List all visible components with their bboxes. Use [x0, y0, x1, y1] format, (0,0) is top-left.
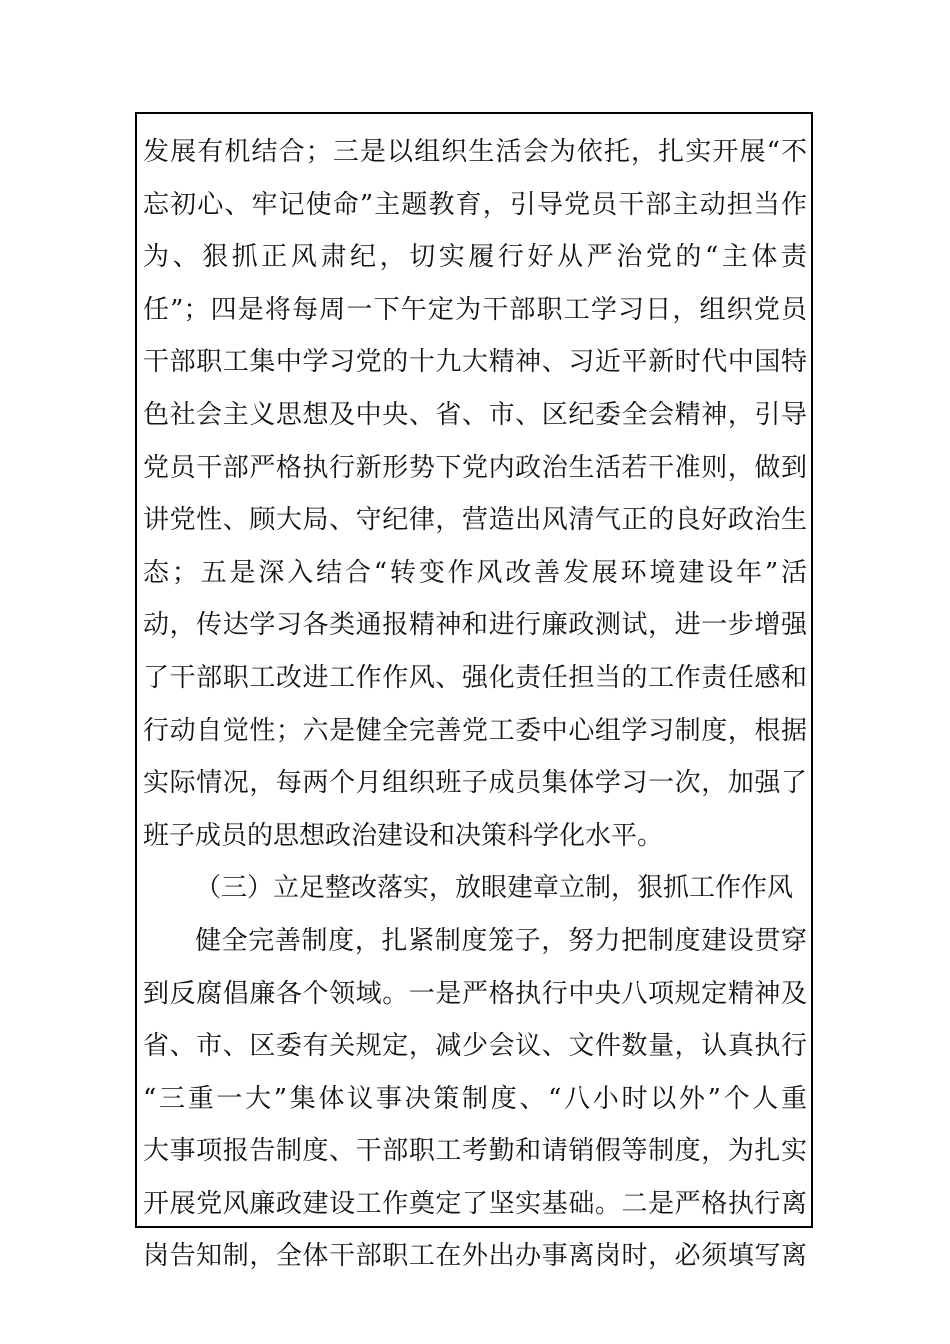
text-line: 行动自觉性；六是健全完善党工委中心组学习制度，根据 — [143, 715, 807, 746]
text-line: 动，传达学习各类通报精神和进行廉政测试，进一步增强 — [143, 610, 807, 641]
text-line: 了干部职工改进工作作风、强化责任担当的工作责任感和 — [143, 662, 807, 693]
text-line: 忘初心、牢记使命”主题教育，引导党员干部主动担当作 — [143, 189, 807, 220]
text-line: 干部职工集中学习党的十九大精神、习近平新时代中国特 — [143, 347, 807, 378]
text-line: 态；五是深入结合“转变作风改善发展环境建设年”活 — [143, 557, 807, 588]
document-body — [143, 126, 807, 1283]
text-line: 发展有机结合；三是以组织生活会为依托，扎实开展“不 — [143, 137, 807, 167]
text-line: 班子成员的思想政治建设和决策科学化水平。 — [143, 820, 664, 851]
text-line: 岗告知制，全体干部职工在外出办事离岗时，必须填写离 — [143, 1241, 807, 1272]
text-line: 到反腐倡廉各个领域。一是严格执行中央八项规定精神及 — [143, 978, 807, 1009]
text-line: 为、狠抓正风肃纪，切实履行好从严治党的“主体责 — [143, 242, 807, 273]
text-line: 健全完善制度，扎紧制度笼子，努力把制度建设贯穿 — [195, 925, 807, 956]
text-line: 省、市、区委有关规定，减少会议、文件数量，认真执行 — [143, 1031, 807, 1062]
text-line: 讲党性、顾大局、守纪律，营造出风清气正的良好政治生 — [143, 505, 807, 536]
text-line: 任”；四是将每周一下午定为干部职工学习日，组织党员 — [143, 294, 807, 325]
text-line: 党员干部严格执行新形势下党内政治生活若干准则，做到 — [143, 452, 807, 483]
text-line: 色社会主义思想及中央、省、市、区纪委全会精神，引导 — [143, 399, 807, 430]
text-line: 开展党风廉政建设工作奠定了坚实基础。二是严格执行离 — [143, 1188, 807, 1219]
text-line: 大事项报告制度、干部职工考勤和请销假等制度，为扎实 — [143, 1136, 807, 1167]
text-line: “三重一大”集体议事决策制度、“八小时以外”个人重 — [143, 1083, 807, 1114]
text-line: 实际情况，每两个月组织班子成员集体学习一次，加强了 — [143, 768, 807, 799]
section-heading: （三）立足整改落实，放眼建章立制，狠抓工作作风 — [195, 873, 794, 904]
